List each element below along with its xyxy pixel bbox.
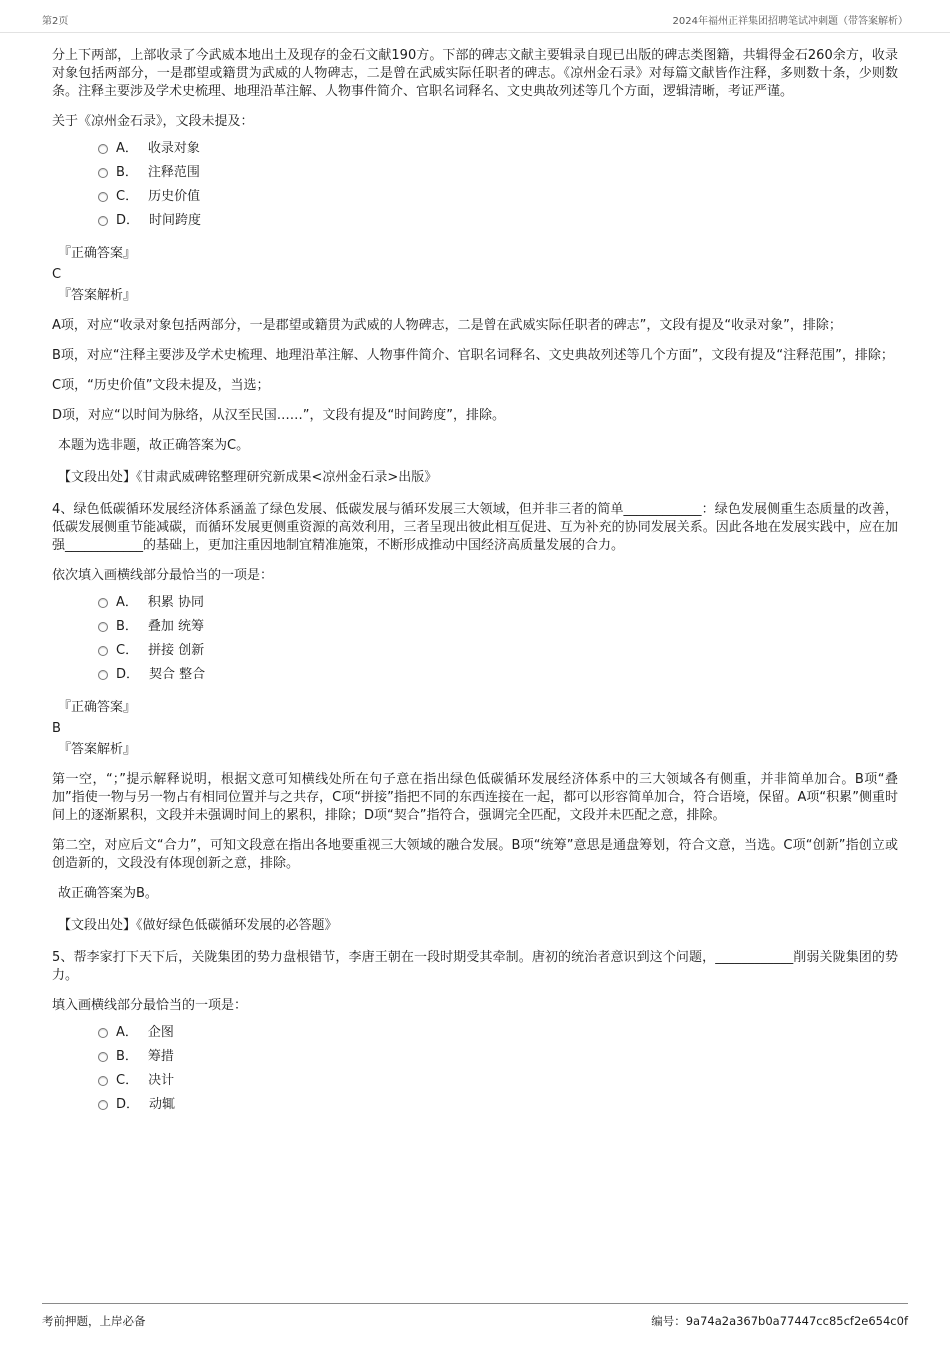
q4-analysis-2: 第二空，对应后文“合力”，可知文段意在指出各地要重视三大领域的融合发展。B项“统筹”意思是通盘筹划，符合文意，当选。C项“创新”指创立或创造新的，文段没有体现创新之意，排除。 xyxy=(52,838,898,871)
q3-analysis-a: A项，对应“收录对象包括两部分，一是郡望或籍贯为武威的人物碑志，二是曾在武威实际任职者的碑志”，文段有提及“收录对象”，排除； xyxy=(52,318,842,333)
serial-code: 9a74a2a367b0a77447cc85cf2e654c0f xyxy=(685,1314,908,1328)
radio-button[interactable] xyxy=(98,192,108,202)
option-text: 叠加 统筹 xyxy=(147,619,205,634)
radio-button[interactable] xyxy=(98,216,108,226)
radio-button[interactable] xyxy=(98,1028,108,1038)
q4-passage: 4、绿色低碳循环发展经济体系涵盖了绿色发展、低碳发展与循环发展三大领域，但并非三者的简单____________：绿色发展侧重生态质量的改善，低碳发展侧重节能减碳，而循环发展更侧重资源的高效利用，三者呈现出彼此相互促进、互为补充的协同发展关系。因此各地在发展实践中，应在加强____________的基础上，更加注重因地制宜精准施策，不断形成推动中国经济高质量发展的合力。 xyxy=(52,502,898,553)
radio-button[interactable] xyxy=(98,168,108,178)
option-letter: B． xyxy=(116,619,138,634)
q4-stem: 依次填入画横线部分最恰当的一项是： xyxy=(52,568,274,583)
footer-slogan: 考前押题，上岸必备 xyxy=(42,1314,146,1328)
option-letter: A． xyxy=(116,595,138,610)
radio-button[interactable] xyxy=(98,1100,108,1110)
option-q4-c[interactable] xyxy=(52,639,898,663)
option-letter: D． xyxy=(116,213,140,228)
option-text: 筹措 xyxy=(147,1049,174,1064)
footer-serial xyxy=(651,1313,908,1329)
radio-button[interactable] xyxy=(98,598,108,608)
option-text: 拼接 创新 xyxy=(148,643,205,658)
q3-answer: C xyxy=(52,267,62,282)
option-q3-c[interactable] xyxy=(52,185,898,209)
q3-conclusion: 本题为选非题，故正确答案为C。 xyxy=(58,438,250,453)
q4-analysis-1: 第一空，“；”提示解释说明，根据文意可知横线处所在句子意在指出绿色低碳循环发展经济体系中的三大领域各有侧重，并非简单加合。B项“叠加”指使一物与另一物占有相同位置并与之共存，C项“拼接”指把不同的东西连接在一起，都可以形容简单加合，符合语境，保留。A项“积累”侧重时间上的逐渐累积，文段并未强调时间上的累积，排除；D项“契合”指符合，强调完全匹配，文段并未匹配之意，排除。 xyxy=(52,772,898,823)
radio-button[interactable] xyxy=(98,144,108,154)
document-body xyxy=(0,33,950,1117)
option-text: 历史价值 xyxy=(148,189,201,204)
option-q3-b[interactable] xyxy=(52,161,898,185)
q5-stem: 填入画横线部分最恰当的一项是： xyxy=(52,998,248,1013)
option-q4-a[interactable] xyxy=(52,591,898,615)
q4-answer: B xyxy=(52,721,61,736)
option-q3-a[interactable] xyxy=(52,137,898,161)
serial-label: 编号： xyxy=(651,1314,686,1328)
option-q4-b[interactable] xyxy=(52,615,898,639)
q4-analysis-heading: 『答案解析』 xyxy=(58,742,137,757)
q3-analysis-b: B项，对应“注释主要涉及学术史梳理、地理沿革注解、人物事件简介、官职名词释名、文史典故列述等几个方面”，文段有提及“注释范围”，排除； xyxy=(52,348,894,363)
q3-passage: 分上下两部，上部收录了今武威本地出土及现存的金石文献190方。下部的碑志文献主要辑录自现已出版的碑志类图籍，共辑得金石260余方，收录对象包括两部分，一是郡望或籍贯为武威的人物碑志，二是曾在武威实际任职者的碑志。《凉州金石录》对每篇文献皆作注释，多则数十条，少则数条。注释主要涉及学术史梳理、地理沿革注解、人物事件简介、官职名词释名、文史典故列述等几个方面，逻辑清晰，考证严谨。 xyxy=(52,48,898,99)
q4-options xyxy=(52,591,898,687)
page-header xyxy=(0,0,950,33)
q4-conclusion: 故正确答案为B。 xyxy=(58,886,158,901)
option-text: 积累 协同 xyxy=(147,595,205,610)
q3-options xyxy=(52,137,898,233)
q3-source: 【文段出处】《甘肃武威碑铭整理研究新成果<凉州金石录>出版》 xyxy=(58,470,438,485)
option-q5-b[interactable] xyxy=(52,1045,898,1069)
q4-source: 【文段出处】《做好绿色低碳循环发展的必答题》 xyxy=(58,918,338,933)
q5-passage: 5、帮李家打下天下后，关陇集团的势力盘根错节，李唐王朝在一段时期受其牵制。唐初的统治者意识到这个问题，____________削弱关陇集团的势力。 xyxy=(52,950,898,983)
option-letter: C． xyxy=(116,1073,139,1088)
page-footer xyxy=(42,1303,908,1345)
radio-button[interactable] xyxy=(98,1076,108,1086)
page-number: 第2页 xyxy=(42,16,69,27)
option-text: 契合 整合 xyxy=(149,667,206,682)
q3-stem: 关于《凉州金石录》，文段未提及： xyxy=(52,114,254,129)
option-text: 决计 xyxy=(148,1073,175,1088)
radio-button[interactable] xyxy=(98,622,108,632)
radio-button[interactable] xyxy=(98,670,108,680)
option-letter: B． xyxy=(116,1049,138,1064)
option-letter: A． xyxy=(116,1025,138,1040)
option-letter: D． xyxy=(116,1097,140,1112)
q3-analysis-heading: 『答案解析』 xyxy=(58,288,137,303)
option-q3-d[interactable] xyxy=(52,209,898,233)
option-letter: B． xyxy=(116,165,138,180)
option-q5-d[interactable] xyxy=(52,1093,898,1117)
option-text: 收录对象 xyxy=(147,141,200,156)
option-letter: D． xyxy=(116,667,140,682)
radio-button[interactable] xyxy=(98,646,108,656)
option-text: 动辄 xyxy=(149,1097,176,1112)
q3-analysis-d: D项，对应“以时间为脉络，从汉至民国……”，文段有提及“时间跨度”，排除。 xyxy=(52,408,505,423)
option-text: 企图 xyxy=(147,1025,174,1040)
option-text: 时间跨度 xyxy=(149,213,202,228)
option-text: 注释范围 xyxy=(147,165,200,180)
document-title: 2024年福州正祥集团招聘笔试冲刺题（带答案解析） xyxy=(672,16,908,27)
radio-button[interactable] xyxy=(98,1052,108,1062)
option-letter: C． xyxy=(116,189,139,204)
q3-answer-heading: 『正确答案』 xyxy=(58,246,137,261)
option-letter: C． xyxy=(116,643,139,658)
option-q4-d[interactable] xyxy=(52,663,898,687)
q5-options xyxy=(52,1021,898,1117)
option-q5-a[interactable] xyxy=(52,1021,898,1045)
q3-analysis-c: C项，“历史价值”文段未提及，当选； xyxy=(52,378,270,393)
option-letter: A． xyxy=(116,141,138,156)
option-q5-c[interactable] xyxy=(52,1069,898,1093)
q4-answer-heading: 『正确答案』 xyxy=(58,700,137,715)
